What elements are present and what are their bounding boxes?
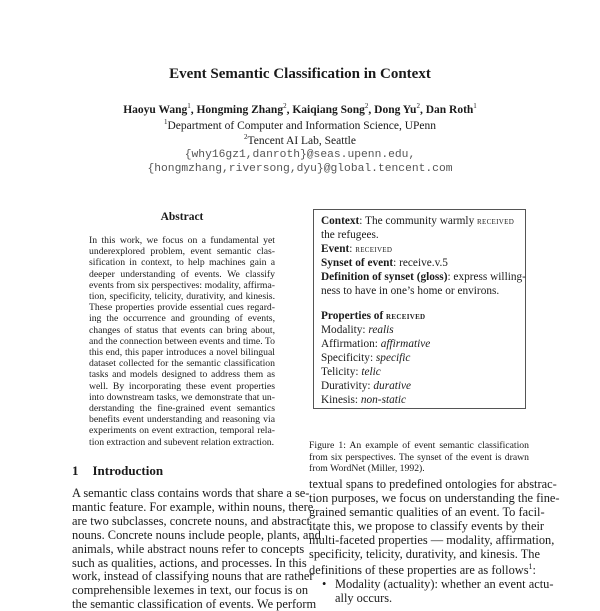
author-name: Dong Yu <box>374 103 417 116</box>
author-name: Hongming Zhang <box>196 103 284 116</box>
section-heading-introduction <box>72 463 163 479</box>
separator: , <box>286 103 293 116</box>
abstract-line: deeper understanding of events. We classify <box>89 268 275 280</box>
context-text: : The community warmly <box>359 215 478 227</box>
punctuation: : <box>532 563 536 578</box>
section-title: Introduction <box>92 463 164 478</box>
property-name: Modality: <box>321 324 369 336</box>
body-line: multi-faceted properties — modality, affirmation, <box>309 532 555 547</box>
separator: , <box>368 103 375 116</box>
separator: , <box>190 103 197 116</box>
body-line: are two subclasses, concrete nouns, and abstract <box>72 513 311 528</box>
body-text: definitions of these properties are as follows <box>309 563 529 578</box>
author-name: Haoyu Wang <box>123 103 188 116</box>
affiliation-text: Department of Computer and Information Science, UPenn <box>167 119 437 132</box>
synset-value: : receive.v.5 <box>393 257 448 269</box>
body-line: work, instead of classifying nouns that are rather <box>72 569 314 584</box>
figure-1-box <box>313 209 526 409</box>
properties-label: Properties of <box>321 310 387 322</box>
body-line: A semantic class contains words that share a se- <box>72 486 310 500</box>
properties-heading <box>321 309 425 324</box>
separator: , <box>419 103 426 116</box>
abstract-line: into downstream tasks, we demonstrate that un- <box>89 391 275 403</box>
abstract-heading: Abstract <box>160 211 204 223</box>
synset-line <box>321 256 448 270</box>
body-line <box>309 560 536 578</box>
gloss-line-2: ness to have in one’s home or environs. <box>321 285 500 297</box>
property-name: Kinesis: <box>321 394 361 406</box>
body-line: mantic feature. For example, within nouns, there <box>72 499 314 514</box>
property-name: Specificity: <box>321 352 376 364</box>
author <box>123 104 196 116</box>
body-line: itate this, we propose to classify events by their <box>309 518 545 533</box>
property-value: specific <box>375 352 411 364</box>
gloss-text: : express willing- <box>447 271 526 283</box>
property-name: Telicity: <box>321 366 362 378</box>
body-line: the semantic classification of events. We perform <box>72 597 317 611</box>
event-value: received <box>355 244 393 255</box>
abstract-line: tasks and models designed to address them as <box>89 369 275 381</box>
abstract-line: experiments on event extraction, temporal rela- <box>89 425 275 437</box>
context-label: Context <box>321 215 360 227</box>
property-name: Affirmation: <box>321 338 381 350</box>
synset-label: Synset of event <box>321 257 394 269</box>
property-value: realis <box>368 324 394 336</box>
abstract-line: events from six perspectives: modality, affirma- <box>89 279 275 291</box>
abstract-line: derstanding the fine-grained event semantics <box>89 403 275 414</box>
body-line: such as qualities, actions, and processes. In this <box>72 555 307 570</box>
property-value: affirmative <box>380 338 431 350</box>
context-line-2: the refugees. <box>321 229 379 241</box>
section-number: 1 <box>72 463 79 478</box>
author-list <box>0 102 600 116</box>
abstract-line: sification in context, to help machines gain a <box>89 257 275 269</box>
affiliation-1 <box>0 118 600 132</box>
property-line <box>321 379 411 393</box>
abstract-line: In this work, we focus on a fundamental yet <box>89 235 275 246</box>
event-label: Event <box>321 243 350 255</box>
bullet-line: Modality (actuality): whether an event actu- <box>335 577 554 591</box>
body-line: nouns. Concrete nouns include people, plants, and <box>72 527 321 542</box>
affiliation-mark: 2 <box>244 133 248 141</box>
affiliation-mark: 1 <box>163 118 168 126</box>
property-line <box>321 365 381 379</box>
property-value: non-static <box>360 394 407 406</box>
abstract-line: and the connection between events and time. To <box>89 335 275 347</box>
bullet-line: ally occurs. <box>335 590 393 605</box>
property-value: durative <box>373 380 412 392</box>
abstract-line: tion extraction and subevent relation extraction. <box>89 436 275 448</box>
author-name: Kaiqiang Song <box>292 103 365 116</box>
abstract-line: changes of status that events can bring about, <box>89 324 275 336</box>
gloss-label: Definition of synset (gloss) <box>321 271 448 283</box>
author-name: Dan Roth <box>425 103 474 116</box>
property-line <box>321 323 394 337</box>
properties-event: received <box>386 311 426 322</box>
abstract-line: underexplored problem, event semantic clas- <box>89 246 275 258</box>
property-line <box>321 337 430 351</box>
body-line: animals, while abstract nouns refer to concepts <box>72 541 305 556</box>
paper-title: Event Semantic Classification in Context <box>169 66 431 82</box>
abstract-line: this end, this paper introduces a novel bilingual <box>89 347 275 358</box>
author <box>374 104 426 116</box>
body-line: textual spans to predefined ontologies for abstrac- <box>309 477 557 491</box>
email-line: {hongmzhang,riversong,dyu}@global.tencent.com <box>147 163 453 175</box>
gloss-line <box>321 270 526 284</box>
property-name: Durativity: <box>321 380 374 392</box>
abstract-line: These properties provide essential cues regard- <box>89 302 275 314</box>
abstract-line: well. By incorporating these event properties <box>89 380 275 392</box>
body-line: specificity, telicity, durativity, and kinesis. The <box>309 546 541 561</box>
footnote-mark[interactable]: 1 <box>528 562 533 572</box>
context-line <box>321 214 514 229</box>
author <box>196 104 292 116</box>
affiliation-mark: 2 <box>283 102 287 110</box>
property-value: telic <box>361 366 381 378</box>
body-line: grained semantic qualities of an event. To facil- <box>309 504 545 519</box>
context-event: received <box>477 216 515 227</box>
caption-line: Figure 1: An example of event semantic classification <box>309 440 529 451</box>
caption-line: from six perspectives. The synset of the event is drawn <box>309 451 529 463</box>
abstract-line: benefits event understanding and reasoning via <box>89 414 275 426</box>
affiliation-mark: 1 <box>473 102 477 110</box>
property-line <box>321 393 406 407</box>
affiliation-mark: 2 <box>416 102 420 110</box>
affiliation-mark: 1 <box>187 102 191 110</box>
event-line: Event: received <box>321 243 393 255</box>
affiliation-text: Tencent AI Lab, Seattle <box>247 134 356 147</box>
property-line <box>321 351 410 365</box>
email-line: {why16gz1,danroth}@seas.upenn.edu, <box>184 149 416 161</box>
body-line: comprehensible lexemes in text, our focus is on <box>72 583 309 598</box>
body-line: tion purposes, we focus on understanding the fine- <box>309 490 560 505</box>
author <box>426 104 477 116</box>
affiliation-mark: 2 <box>364 102 369 110</box>
abstract-line: ing the occurrence and grounding of events, <box>89 313 275 325</box>
author <box>292 104 374 116</box>
caption-line: from WordNet (Miller, 1992). <box>309 463 425 474</box>
abstract-line: dataset collected for the semantic classification <box>89 358 275 370</box>
affiliation-2 <box>0 133 600 147</box>
abstract-line: tion, specificity, telicity, durativity, and kinesis. <box>89 291 275 302</box>
bullet-icon: • <box>322 577 327 591</box>
